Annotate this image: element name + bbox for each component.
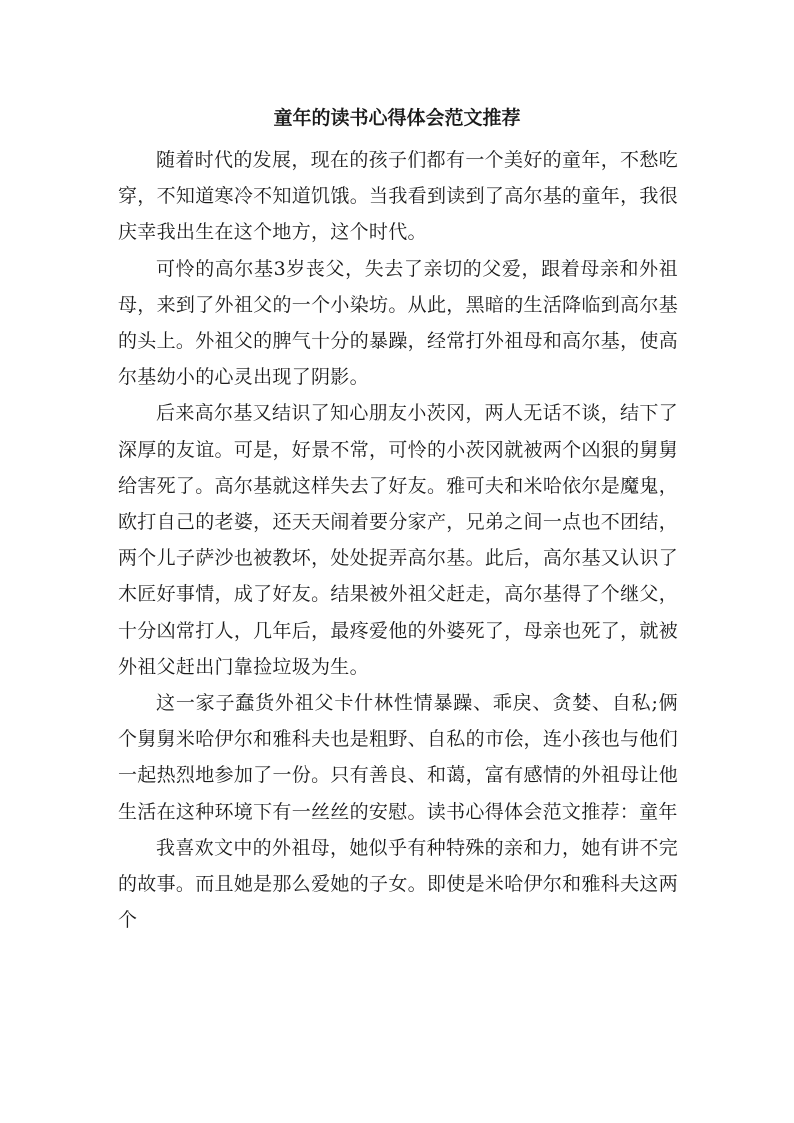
- paragraph: 可怜的高尔基3岁丧父，失去了亲切的父爱，跟着母亲和外祖母，来到了外祖父的一个小染坊。从此，黑暗的生活降临到高尔基的头上。外祖父的脾气十分的暴躁，经常打外祖母和高尔基，使高尔基幼小的心灵出现了阴影。: [118, 257, 678, 389]
- document-body: [118, 142, 678, 938]
- paragraph: 后来高尔基又结识了知心朋友小茨冈，两人无话不谈，结下了深厚的友谊。可是，好景不常，可怜的小茨冈就被两个凶狠的舅舅给害死了。高尔基就这样失去了好友。雅可夫和米哈依尔是魔鬼，欧打自己的老婆，还天天闹着要分家产，兄弟之间一点也不团结，两个儿子萨沙也被教坏，处处捉弄高尔基。此后，高尔基又认识了木匠好事情，成了好友。结果被外祖父赶走，高尔基得了个继父，十分凶常打人，几年后，最疼爱他的外婆死了，母亲也死了，就被外祖父赶出门靠捡垃圾为生。: [118, 402, 678, 678]
- paragraph: 这一家子蠢货外祖父卡什林性情暴躁、乖戾、贪婪、自私;俩个舅舅米哈伊尔和雅科夫也是粗野、自私的市侩，连小孩也与他们一起热烈地参加了一份。只有善良、和蔼，富有感情的外祖母让他生活在这种环境下有一丝丝的安慰。读书心得体会范文推荐：童年: [118, 692, 678, 823]
- paragraph: 随着时代的发展，现在的孩子们都有一个美好的童年，不愁吃穿，不知道寒冷不知道饥饿。当我看到读到了高尔基的童年，我很庆幸我出生在这个地方，这个时代。: [118, 149, 678, 244]
- document-title: 童年的读书心得体会范文推荐: [273, 107, 521, 129]
- paragraph: 我喜欢文中的外祖母，她似乎有种特殊的亲和力，她有讲不完的故事。而且她是那么爱她的子女。即使是米哈伊尔和雅科夫这两个: [118, 836, 678, 932]
